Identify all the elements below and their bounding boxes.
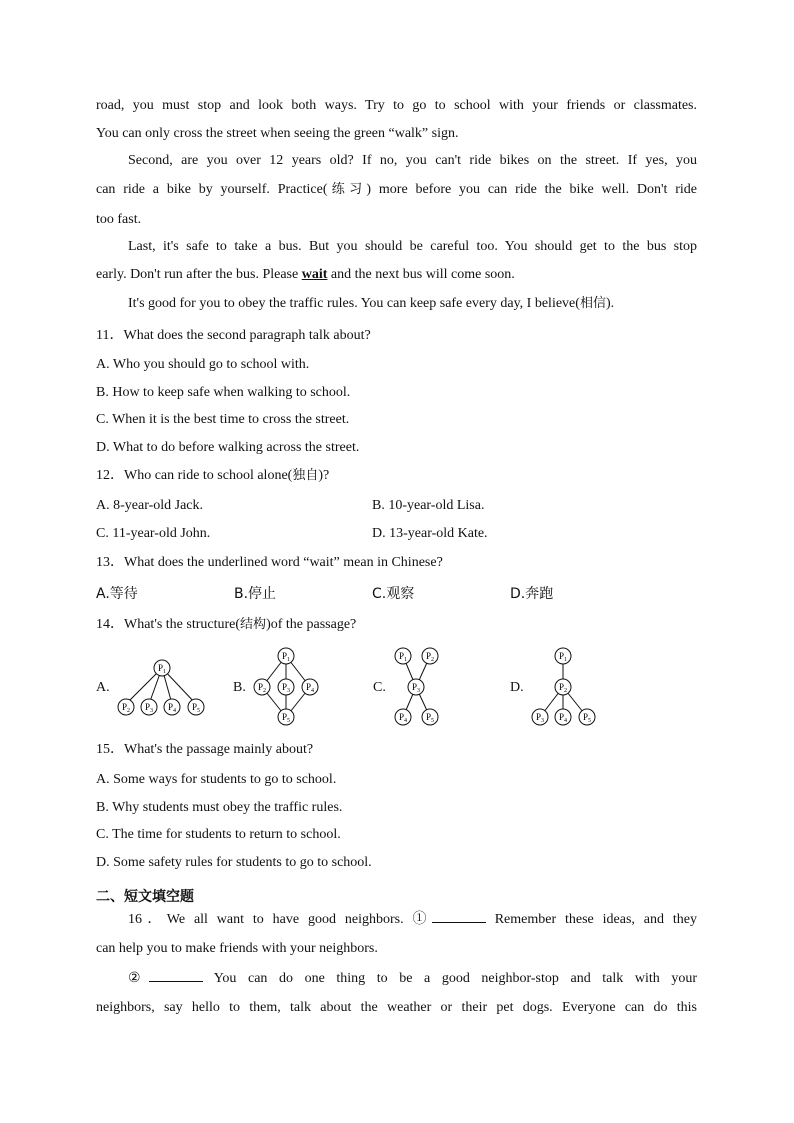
text: and the next bus will come soon. [327,267,515,282]
node-label: $P_5$ [192,702,201,714]
node-label: $P_3$ [536,712,545,724]
option-12-c[interactable]: C. 11-year-old John. [96,526,211,541]
text: 12．Who can ride to school alone( [96,468,293,483]
text: )of the passage? [266,617,357,632]
option-12-b[interactable]: B. 10-year-old Lisa. [372,498,485,513]
node-label: $P_4$ [399,712,408,724]
text: It's good for you to obey the traffic rules. You can keep safe every day, I believe( [128,296,580,311]
option-11-c[interactable]: C. When it is the best time to cross the street. [96,412,350,427]
node-label: $P_2$ [122,702,131,714]
text: ) more before you can ride the bike well. Don't ride [366,182,697,197]
text: early. Don't run after the bus. Please [96,267,302,282]
passage-line: You can only cross the street when seeing the green “walk” sign. [96,126,459,141]
passage-paragraph-second: Second, are you over 12 years old? If no, you can't ride bikes on the street. If yes, you [128,153,697,168]
section-title: 二、短文填空题 [96,889,194,905]
text: ② [128,971,149,986]
text: You can do one thing to be a good neighbor-stop and talk with your [202,971,697,986]
option-12-a[interactable]: A. 8-year-old Jack. [96,498,204,513]
chinese-gloss: 相信 [579,296,606,311]
node-label: $P_5$ [282,712,291,724]
option-15-b[interactable]: B. Why students must obey the traffic rules. [96,800,343,815]
text: 16．We all want to have good neighbors. ① [128,912,432,927]
text: 14．What's the structure( [96,617,241,632]
node-label: $P_3$ [145,702,154,714]
option-11-d[interactable]: D. What to do before walking across the street. [96,440,360,455]
node-label: $P_5$ [583,712,592,724]
node-label: $P_1$ [282,651,291,663]
passage-paragraph-conclusion [128,295,614,313]
node-label: $P_1$ [399,651,408,663]
option-12-d[interactable]: D. 13-year-old Kate. [372,526,488,541]
node-label: $P_1$ [559,651,568,663]
node-label: $P_2$ [559,682,568,694]
question-15-stem: 15．What's the passage mainly about? [96,742,314,757]
chinese-gloss: 练习 [327,182,367,197]
question-16-line: neighbors, say hello to them, talk about the weather or their pet dogs. Everyone can do this [96,1000,697,1015]
question-12-stem [96,467,329,485]
question-14-stem [96,616,356,634]
option-13-b[interactable]: B.停止 [234,586,277,602]
option-11-b[interactable]: B. How to keep safe when walking to school. [96,385,351,400]
passage-paragraph-last: Last, it's safe to take a bus. But you should be careful too. You should get to the bus stop [128,239,697,254]
passage-line: road, you must stop and look both ways. Try to go to school with your friends or classmates. [96,98,697,113]
option-14-c-label[interactable]: C. [373,680,386,695]
chinese-gloss: 结构 [240,617,267,632]
option-14-a-label[interactable]: A. [96,680,110,695]
option-13-c[interactable]: C.观察 [372,586,415,602]
question-16-line [128,910,697,929]
option-11-a[interactable]: A. Who you should go to school with. [96,357,310,372]
text: )? [318,468,330,483]
node-label: $P_3$ [282,682,291,694]
text: can ride a bike by yourself. Practice( [96,182,328,197]
node-label: $P_4$ [306,682,315,694]
passage-line [96,181,697,199]
option-15-d[interactable]: D. Some safety rules for students to go to school. [96,855,372,870]
question-13-stem: 13．What does the underlined word “wait” mean in Chinese? [96,555,443,570]
option-13-a[interactable]: A.等待 [96,586,138,602]
node-label: $P_3$ [412,682,421,694]
text: ). [605,296,615,311]
option-14-d-label[interactable]: D. [510,680,524,695]
option-14-b-label[interactable]: B. [233,680,246,695]
question-16-line: can help you to make friends with your neighbors. [96,941,378,956]
option-13-d[interactable]: D.奔跑 [510,586,554,602]
option-15-c[interactable]: C. The time for students to return to school. [96,827,341,842]
question-16-line [128,969,697,988]
passage-line: too fast. [96,212,142,227]
passage-line [96,266,515,284]
node-label: $P_2$ [426,651,435,663]
node-label: $P_5$ [426,712,435,724]
underlined-word: wait [301,267,328,282]
node-label: $P_4$ [559,712,568,724]
node-label: $P_4$ [168,702,177,714]
chinese-gloss: 独自 [292,468,319,483]
option-15-a[interactable]: A. Some ways for students to go to school. [96,772,337,787]
structure-diagrams [0,644,794,734]
node-label: $P_1$ [158,663,167,675]
blank-1[interactable] [432,910,486,923]
question-11-stem: 11．What does the second paragraph talk about? [96,328,371,343]
node-label: $P_2$ [258,682,267,694]
text: Remember these ideas, and they [485,912,697,927]
blank-2[interactable] [149,969,203,982]
